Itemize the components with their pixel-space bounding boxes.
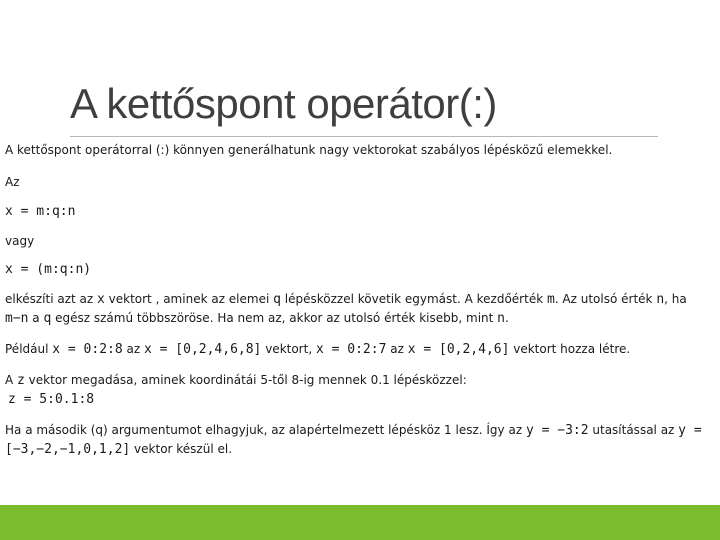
- text: a: [28, 311, 44, 325]
- z-vector-paragraph: [5, 371, 713, 409]
- code: m: [546, 292, 555, 307]
- text: vektor készül el.: [130, 442, 233, 456]
- text: vektort , aminek az elemei: [104, 292, 274, 306]
- code: x = [0,2,4,6]: [407, 342, 510, 357]
- text: az: [386, 342, 408, 356]
- text: egész számú többszöröse. Ha nem az, akkor az utolsó érték kisebb, mint: [51, 311, 498, 325]
- text: az: [122, 342, 144, 356]
- text: Ha a második (q) argumentumot elhagyjuk, az alapértelmezett lépésköz 1 lesz. Így az: [5, 423, 526, 437]
- code: n: [656, 292, 665, 307]
- code: q: [43, 311, 52, 326]
- example-paragraph: [5, 340, 713, 359]
- text: elkészíti azt az: [5, 292, 97, 306]
- code: x = [0,2,4,6,8]: [143, 342, 262, 357]
- text: , ha: [664, 292, 687, 306]
- code: x = 0:2:7: [315, 342, 387, 357]
- text: lépésközzel követik egymást. A kezdőérték: [280, 292, 547, 306]
- code: q: [273, 292, 281, 307]
- text: Például: [5, 342, 53, 356]
- code: n: [497, 311, 505, 326]
- title-divider: [70, 136, 658, 137]
- text: .: [505, 311, 509, 325]
- code-z: z = 5:0.1:8: [8, 392, 95, 407]
- text: vektort,: [261, 342, 316, 356]
- vagy-label: vagy: [5, 234, 35, 248]
- code: x: [97, 292, 105, 307]
- code: y = [−3,−2,−1,0,1,2]: [5, 423, 702, 457]
- code: m−n: [5, 311, 29, 326]
- footer-bar: [0, 505, 720, 540]
- text: A: [5, 373, 18, 387]
- intro-text: A kettőspont operátorral (:) könnyen generálhatunk nagy vektorokat szabályos lépésközű elemekkel.: [5, 143, 613, 157]
- code-line-2: x = (m:q:n): [5, 262, 92, 277]
- text: utasítással az: [588, 423, 679, 437]
- explanation-paragraph: [5, 290, 713, 328]
- slide-title: A kettőspont operátor(:): [70, 80, 497, 127]
- code: y = −3:2: [525, 423, 589, 438]
- code: z: [17, 373, 25, 388]
- code: x = 0:2:8: [52, 342, 123, 357]
- text: vektor megadása, aminek koordinátái 5-től 8-ig mennek 0.1 lépésközzel:: [24, 373, 467, 387]
- code-line-1: x = m:q:n: [5, 204, 76, 219]
- az-label: Az: [5, 175, 20, 189]
- text: . Az utolsó érték: [554, 292, 657, 306]
- default-step-paragraph: [5, 421, 713, 459]
- slide-content: [5, 141, 713, 459]
- text: vektort hozza létre.: [509, 342, 631, 356]
